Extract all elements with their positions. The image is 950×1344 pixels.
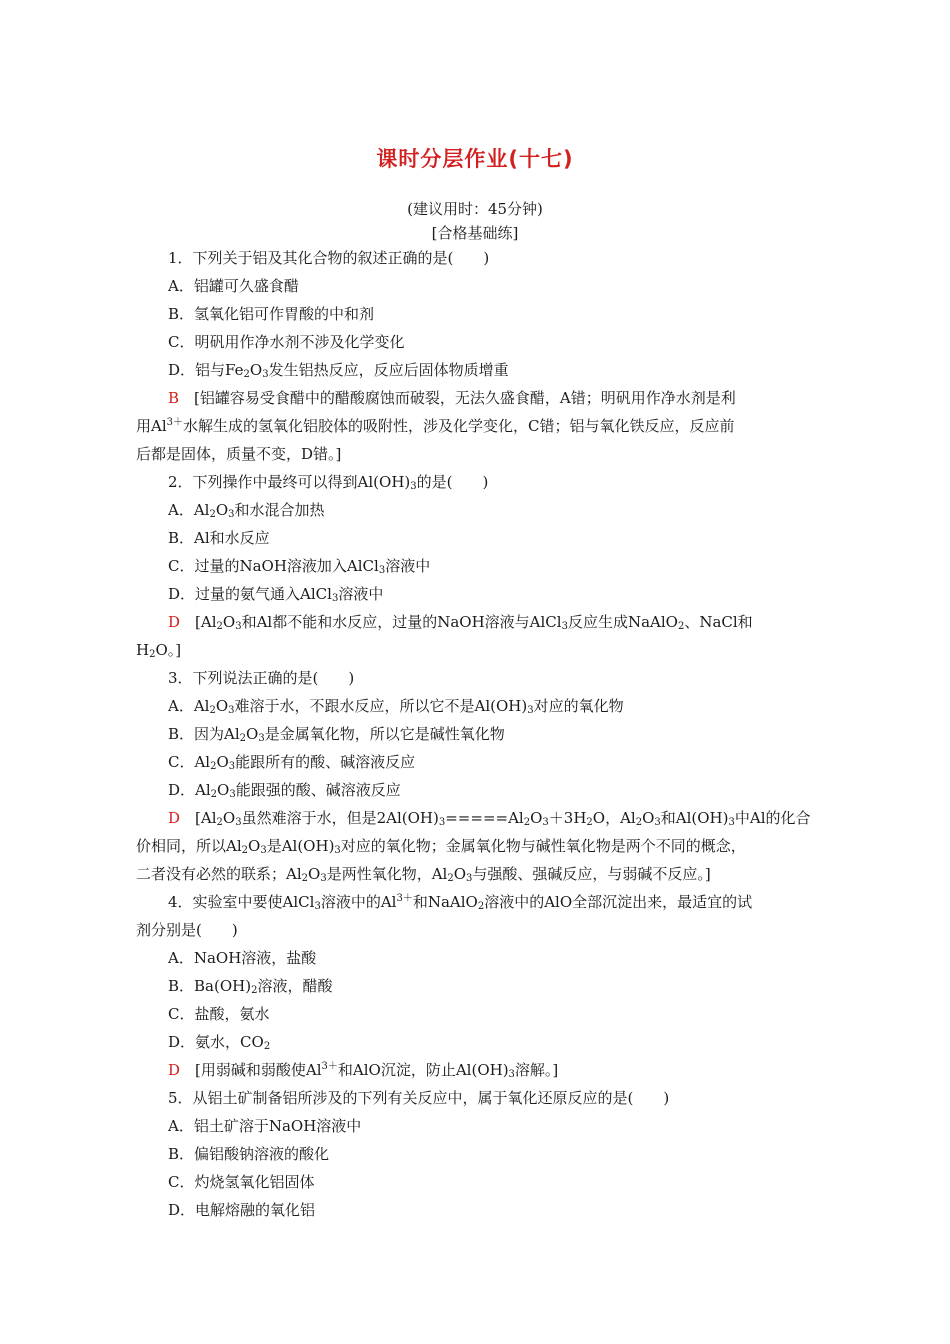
time-note: (建议用时：45分钟): [407, 200, 543, 218]
q4-option-a: A．NaOH溶液，盐酸: [168, 949, 317, 967]
q2-stem: 2．下列操作中最终可以得到$Al(OH)_3$的是( ): [168, 473, 489, 492]
q3-option-d: D．$Al_2O_3$能跟强的酸、碱溶液反应: [168, 781, 401, 800]
q5-stem: 5．从铝土矿制备铝所涉及的下列有关反应中，属于氧化还原反应的是( ): [168, 1089, 670, 1107]
q3-option-b: B．因为$Al_2O_3$是金属氧化物，所以它是碱性氧化物: [168, 725, 505, 744]
q3-explanation-1: D [$Al_2O_3$虽然难溶于水，但是$2Al(OH)_3=====Al_2O_3+3H_2O$，$Al_2O_3$和$Al(OH)_3$中Al的化合: [168, 809, 811, 828]
q2-explanation-1: D [$Al_2O_3$和Al都不能和水反应，过量的NaOH溶液与AlCl$_3$反应生成NaAlO$_2$、NaCl和: [168, 613, 753, 632]
q1-explanation-1: B [铝罐容易受食醋中的醋酸腐蚀而破裂，无法久盛食醋，A错；明矾用作净水剂是利: [168, 389, 736, 407]
q1-option-a: A．铝罐可久盛食醋: [168, 277, 299, 295]
section-heading: [合格基础练]: [431, 224, 519, 242]
q2-option-c: C．过量的NaOH溶液加入AlCl$_3$溶液中: [168, 557, 431, 576]
q1-explanation-2: 用$Al^{3+}$水解生成的氢氧化铝胶体的吸附性，涉及化学变化，C错；铝与氧化铁反应，反应前: [136, 417, 735, 435]
q5-option-c: C．灼烧氢氧化铝固体: [168, 1173, 315, 1191]
q4-stem-1: 4．实验室中要使AlCl$_3$溶液中的$Al^{3+}$和NaAlO$_2$溶液中的AlO全部沉淀出来，最适宜的试: [168, 893, 753, 912]
q5-option-a: A．铝土矿溶于NaOH溶液中: [168, 1117, 362, 1135]
q2-explanation-2: $H_2O$。]: [136, 641, 182, 660]
q3-explanation-2: 价相同，所以$Al_2O_3$是$Al(OH)_3$对应的氧化物；金属氧化物与碱性氧化物是两个不同的概念，: [136, 837, 746, 856]
q1-option-b: B．氢氧化铝可作胃酸的中和剂: [168, 305, 375, 323]
q2-option-a: A．$Al_2O_3$和水混合加热: [168, 501, 325, 520]
q2-option-d: D．过量的氨气通入AlCl$_3$溶液中: [168, 585, 384, 604]
q2-answer: D: [168, 613, 181, 631]
q4-explanation: D [用弱碱和弱酸使$Al^{3+}$和AlO沉淀，防止$Al(OH)_3$溶解。]: [168, 1061, 559, 1080]
q5-option-d: D．电解熔融的氧化铝: [168, 1201, 316, 1219]
q2-option-b: B．Al和水反应: [168, 529, 270, 547]
q1-option-c: C．明矾用作净水剂不涉及化学变化: [168, 333, 405, 351]
q1-answer: B: [168, 389, 180, 407]
q4-option-b: B．$Ba(OH)_2$溶液，醋酸: [168, 977, 333, 996]
q3-option-c: C．$Al_2O_3$能跟所有的酸、碱溶液反应: [168, 753, 416, 772]
question-list: [136, 244, 816, 1224]
q4-option-c: C．盐酸，氨水: [168, 1005, 270, 1023]
page-title: 课时分层作业(十七): [376, 147, 574, 171]
q4-stem-2: 剂分别是( ): [136, 921, 238, 939]
q3-option-a: A．$Al_2O_3$难溶于水，不跟水反应，所以它不是$Al(OH)_3$对应的氧化物: [168, 697, 624, 716]
q4-option-d: D．氨水，$CO_2$: [168, 1033, 271, 1052]
q1-option-d: D．铝与$Fe_2O_3$发生铝热反应，反应后固体物质增重: [168, 361, 509, 380]
q3-answer: D: [168, 809, 181, 827]
q1-explanation-3: 后都是固体，质量不变，D错。]: [136, 445, 342, 463]
q1-stem: 1．下列关于铝及其化合物的叙述正确的是( ): [168, 249, 490, 267]
q5-option-b: B．偏铝酸钠溶液的酸化: [168, 1145, 330, 1163]
q3-explanation-3: 二者没有必然的联系；$Al_2O_3$是两性氧化物，$Al_2O_3$与强酸、强碱反应，与弱碱不反应。]: [136, 865, 711, 884]
q3-stem: 3．下列说法正确的是( ): [168, 669, 355, 687]
q4-answer: D: [168, 1061, 181, 1079]
